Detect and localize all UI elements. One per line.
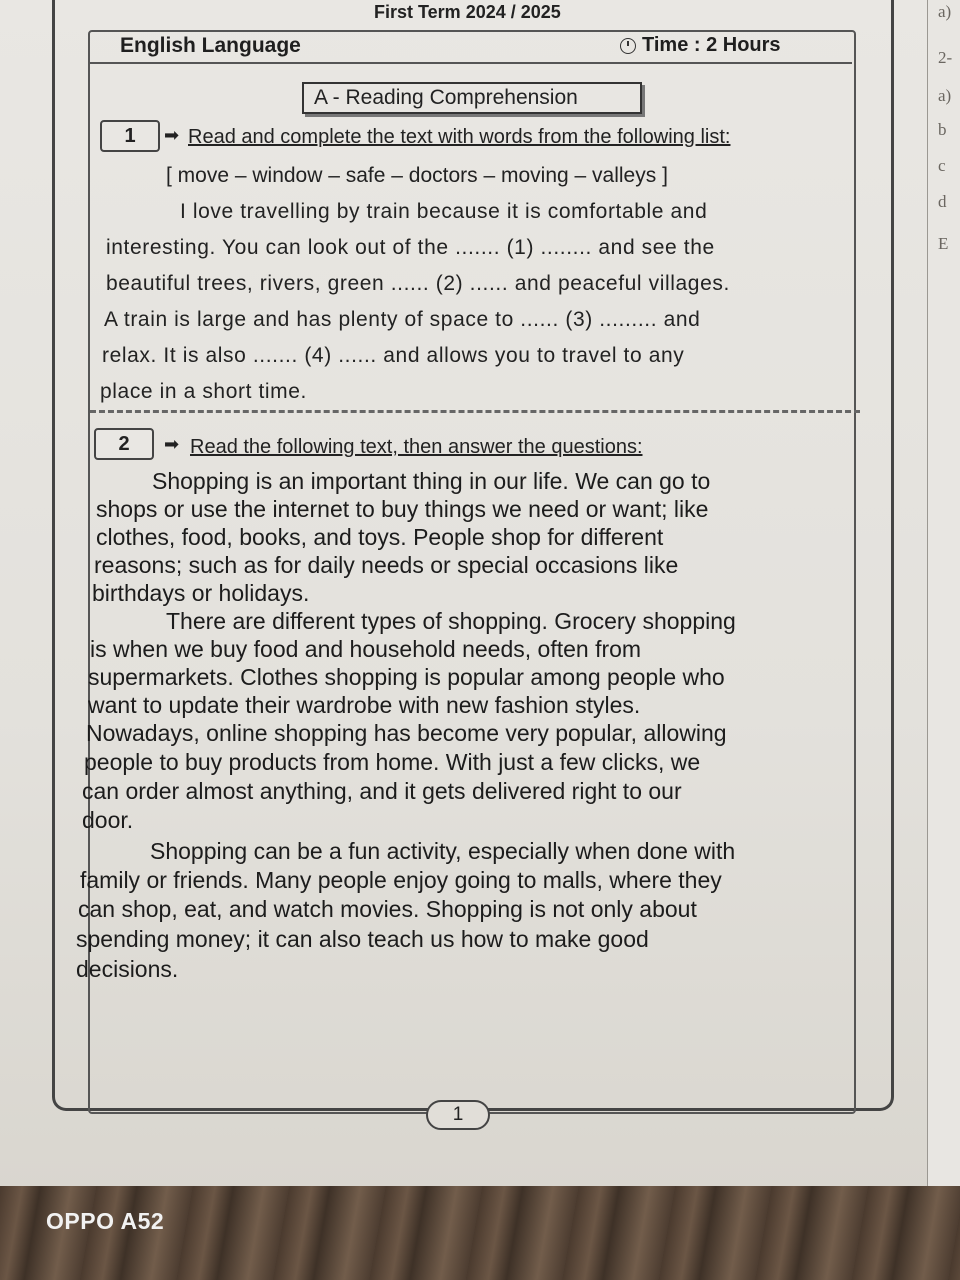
arrow-icon: ➡ — [164, 434, 180, 454]
question-number-2: 2 — [94, 428, 154, 460]
passage-2-line: decisions. — [76, 956, 179, 982]
question-number-1: 1 — [100, 120, 160, 152]
passage-2-line: Shopping is an important thing in our life. We can go to — [152, 468, 711, 494]
next-page-text: d — [938, 192, 947, 211]
passage-2-line: There are different types of shopping. Grocery shopping — [166, 608, 736, 634]
passage-2-line: people to buy products from home. With just a few clicks, we — [84, 749, 701, 775]
section-title: A - Reading Comprehension — [302, 82, 642, 114]
passage-1-line: relax. It is also ....... (4) ...... and allows you to travel to any — [102, 344, 685, 367]
next-page-text: E — [938, 234, 949, 253]
passage-1-line: interesting. You can look out of the ....... (1) ........ and see the — [106, 236, 715, 259]
passage-2-line: supermarkets. Clothes shopping is popular among people who — [88, 664, 725, 690]
time-label: Time : 2 Hours — [642, 34, 781, 56]
passage-2-line: reasons; such as for daily needs or special occasions like — [94, 552, 679, 578]
arrow-icon: ➡ — [164, 125, 180, 145]
passage-1-line: I love travelling by train because it is comfortable and — [180, 200, 708, 223]
passage-2-line: family or friends. Many people enjoy going to malls, where they — [80, 867, 722, 893]
passage-2-line: Shopping can be a fun activity, especially when done with — [150, 838, 736, 864]
passage-2-line: door. — [82, 807, 134, 833]
camera-watermark: OPPO A52 — [46, 1208, 165, 1234]
next-page-text: 2- — [938, 48, 953, 67]
time-info — [620, 34, 781, 57]
passage-2-line: can shop, eat, and watch movies. Shopping is not only about — [78, 896, 697, 922]
passage-2-line: is when we buy food and household needs, often from — [90, 636, 642, 662]
passage-1-line: place in a short time. — [100, 380, 307, 403]
question-2-instruction: Read the following text, then answer the questions: — [190, 436, 643, 458]
passage-1-line: beautiful trees, rivers, green ...... (2) ...... and peaceful villages. — [106, 272, 730, 295]
next-page-edge — [927, 0, 960, 1200]
next-page-text: c — [938, 156, 946, 175]
passage-2-line: spending money; it can also teach us how to make good — [76, 926, 649, 952]
subject-title: English Language — [120, 34, 301, 57]
next-page-text: a) — [938, 86, 952, 105]
term-title: First Term 2024 / 2025 — [374, 2, 561, 22]
passage-2-line: can order almost anything, and it gets delivered right to our — [82, 778, 682, 804]
passage-2-line: clothes, food, books, and toys. People shop for different — [96, 524, 664, 550]
next-page-text: a) — [938, 2, 952, 21]
page-number: 1 — [426, 1100, 490, 1130]
passage-2-line: Nowadays, online shopping has become very popular, allowing — [86, 720, 727, 746]
passage-2-line: shops or use the internet to buy things we need or want; like — [96, 496, 709, 522]
question-1-instruction: Read and complete the text with words from the following list: — [188, 126, 731, 148]
clock-icon — [620, 38, 636, 54]
passage-1-line: A train is large and has plenty of space to ...... (3) ......... and — [104, 308, 701, 331]
next-page-text: b — [938, 120, 947, 139]
word-list: [ move – window – safe – doctors – moving – valleys ] — [166, 164, 668, 187]
passage-2-line: birthdays or holidays. — [92, 580, 310, 606]
section-divider — [90, 410, 860, 413]
passage-2-line: want to update their wardrobe with new fashion styles. — [88, 692, 641, 718]
